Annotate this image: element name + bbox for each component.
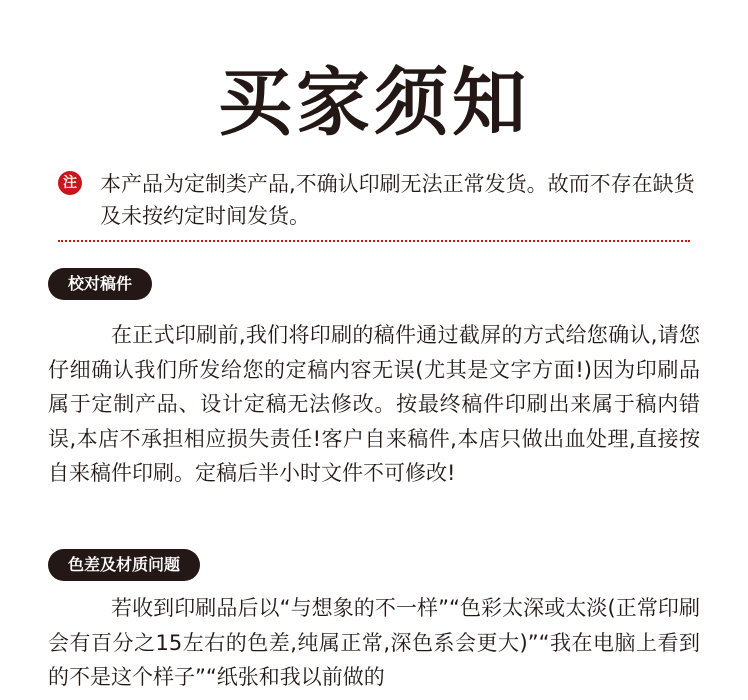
notice-badge-icon: 注	[58, 171, 82, 195]
notice-block	[58, 168, 708, 232]
notice-text: 本产品为定制类产品,不确认印刷无法正常发货。故而不存在缺货及未按约定时间发货。	[100, 172, 695, 228]
section-body-proofreading: 在正式印刷前,我们将印刷的稿件通过截屏的方式给您确认,请您仔细确认我们所发给您的定稿内容无误(尤其是文字方面!)因为印刷品属于定制产品、设计定稿无法修改。按最终稿件印刷出来属于稿内错误,本店不承担相应损失责任!客户自来稿件,本店只做出血处理,直接按自来稿件印刷。定稿后半小时文件不可修改!	[48, 323, 700, 485]
dotted-divider	[58, 240, 690, 242]
section-label-proofreading: 校对稿件	[48, 268, 152, 300]
section-label-color-material: 色差及材质问题	[48, 549, 200, 581]
section-body-color-material: 若收到印刷品后以“与想象的不一样”“色彩太深或太淡(正常印刷会有百分之15左右的色差,纯属正常,深色系会更大)”“我在电脑上看到的不是这个样子”“纸张和我以前做的	[48, 596, 700, 689]
page-title: 买家须知	[218, 60, 530, 146]
